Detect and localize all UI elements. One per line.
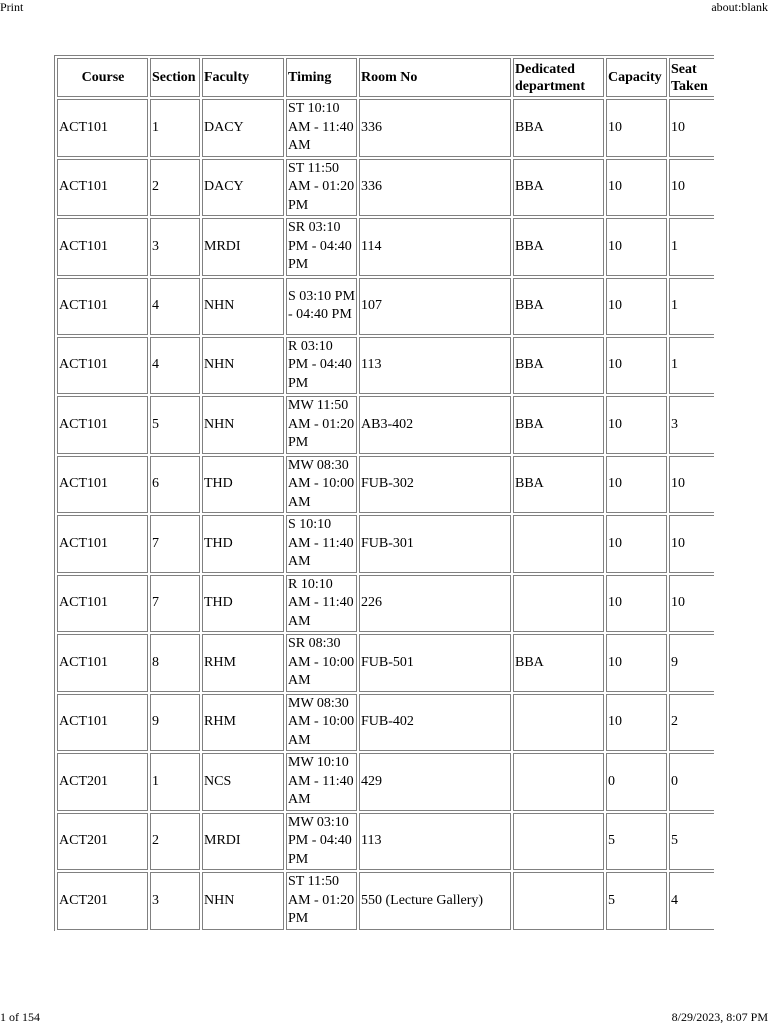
- cell-room-no: 336: [359, 159, 511, 217]
- cell-seat-taken: 9: [669, 634, 714, 692]
- cell-room-no: 226: [359, 575, 511, 633]
- cell-room-no: 336: [359, 99, 511, 157]
- cell-timing: S 03:10 PM - 04:40 PM: [286, 278, 357, 335]
- cell-dedicated-department: [513, 753, 604, 811]
- cell-seat-taken: 10: [669, 159, 714, 217]
- cell-seat-taken: 1: [669, 218, 714, 276]
- cell-capacity: 10: [606, 278, 667, 335]
- cell-section: 3: [150, 872, 200, 930]
- column-header-course: Course: [57, 58, 148, 97]
- cell-timing: MW 08:30 AM - 10:00 AM: [286, 694, 357, 752]
- cell-room-no: FUB-402: [359, 694, 511, 752]
- cell-course: ACT101: [57, 515, 148, 573]
- cell-section: 2: [150, 159, 200, 217]
- column-header-faculty: Faculty: [202, 58, 284, 97]
- cell-capacity: 0: [606, 753, 667, 811]
- column-header-capacity: Capacity: [606, 58, 667, 97]
- table-row: [57, 278, 714, 335]
- cell-course: ACT101: [57, 694, 148, 752]
- cell-dedicated-department: BBA: [513, 456, 604, 514]
- cell-room-no: FUB-301: [359, 515, 511, 573]
- table-row: [57, 456, 714, 514]
- cell-dedicated-department: BBA: [513, 218, 604, 276]
- cell-seat-taken: 1: [669, 278, 714, 335]
- cell-seat-taken: 10: [669, 575, 714, 633]
- cell-room-no: 550 (Lecture Gallery): [359, 872, 511, 930]
- cell-seat-taken: 1: [669, 337, 714, 395]
- cell-capacity: 10: [606, 575, 667, 633]
- cell-dedicated-department: BBA: [513, 99, 604, 157]
- cell-faculty: NHN: [202, 872, 284, 930]
- table-row: [57, 396, 714, 454]
- course-schedule-table: [54, 55, 714, 931]
- column-header-section: Section: [150, 58, 200, 97]
- cell-capacity: 10: [606, 515, 667, 573]
- cell-course: ACT101: [57, 218, 148, 276]
- cell-section: 2: [150, 813, 200, 871]
- cell-capacity: 10: [606, 456, 667, 514]
- print-header-title: Print: [0, 0, 24, 14]
- cell-course: ACT101: [57, 337, 148, 395]
- cell-faculty: NCS: [202, 753, 284, 811]
- cell-faculty: DACY: [202, 99, 284, 157]
- cell-faculty: THD: [202, 515, 284, 573]
- cell-capacity: 10: [606, 396, 667, 454]
- cell-seat-taken: 5: [669, 813, 714, 871]
- table-row: [57, 515, 714, 573]
- table-header-row: [57, 58, 714, 97]
- cell-timing: MW 10:10 AM - 11:40 AM: [286, 753, 357, 811]
- cell-capacity: 10: [606, 159, 667, 217]
- cell-section: 8: [150, 634, 200, 692]
- table-row: [57, 159, 714, 217]
- cell-timing: MW 11:50 AM - 01:20 PM: [286, 396, 357, 454]
- cell-capacity: 10: [606, 99, 667, 157]
- cell-faculty: RHM: [202, 634, 284, 692]
- cell-capacity: 5: [606, 813, 667, 871]
- cell-dedicated-department: BBA: [513, 337, 604, 395]
- cell-course: ACT101: [57, 634, 148, 692]
- cell-timing: R 10:10 AM - 11:40 AM: [286, 575, 357, 633]
- cell-seat-taken: 10: [669, 456, 714, 514]
- table-row: [57, 99, 714, 157]
- column-header-timing: Timing: [286, 58, 357, 97]
- cell-faculty: NHN: [202, 396, 284, 454]
- cell-seat-taken: 10: [669, 515, 714, 573]
- cell-timing: SR 08:30 AM - 10:00 AM: [286, 634, 357, 692]
- cell-capacity: 10: [606, 337, 667, 395]
- cell-faculty: DACY: [202, 159, 284, 217]
- cell-timing: R 03:10 PM - 04:40 PM: [286, 337, 357, 395]
- cell-dedicated-department: BBA: [513, 159, 604, 217]
- cell-dedicated-department: [513, 694, 604, 752]
- schedule-table-container: [54, 55, 714, 931]
- cell-faculty: MRDI: [202, 218, 284, 276]
- cell-room-no: AB3-402: [359, 396, 511, 454]
- cell-room-no: FUB-302: [359, 456, 511, 514]
- cell-room-no: 113: [359, 813, 511, 871]
- cell-seat-taken: 0: [669, 753, 714, 811]
- cell-capacity: 10: [606, 218, 667, 276]
- cell-dedicated-department: BBA: [513, 278, 604, 335]
- cell-timing: ST 11:50 AM - 01:20 PM: [286, 159, 357, 217]
- cell-course: ACT101: [57, 278, 148, 335]
- cell-section: 5: [150, 396, 200, 454]
- cell-faculty: RHM: [202, 694, 284, 752]
- cell-section: 1: [150, 99, 200, 157]
- cell-section: 9: [150, 694, 200, 752]
- table-row: [57, 813, 714, 871]
- print-timestamp: 8/29/2023, 8:07 PM: [671, 1010, 768, 1024]
- cell-seat-taken: 2: [669, 694, 714, 752]
- cell-course: ACT201: [57, 753, 148, 811]
- cell-section: 4: [150, 278, 200, 335]
- cell-faculty: NHN: [202, 337, 284, 395]
- cell-faculty: NHN: [202, 278, 284, 335]
- cell-section: 6: [150, 456, 200, 514]
- cell-section: 3: [150, 218, 200, 276]
- cell-room-no: FUB-501: [359, 634, 511, 692]
- cell-timing: S 10:10 AM - 11:40 AM: [286, 515, 357, 573]
- cell-course: ACT101: [57, 99, 148, 157]
- cell-room-no: 114: [359, 218, 511, 276]
- cell-dedicated-department: [513, 575, 604, 633]
- column-header-room-no: Room No: [359, 58, 511, 97]
- cell-course: ACT201: [57, 872, 148, 930]
- cell-section: 4: [150, 337, 200, 395]
- cell-faculty: MRDI: [202, 813, 284, 871]
- cell-room-no: 113: [359, 337, 511, 395]
- cell-timing: SR 03:10 PM - 04:40 PM: [286, 218, 357, 276]
- cell-dedicated-department: [513, 515, 604, 573]
- cell-dedicated-department: BBA: [513, 396, 604, 454]
- cell-room-no: 107: [359, 278, 511, 335]
- cell-seat-taken: 4: [669, 872, 714, 930]
- table-body: [57, 99, 714, 930]
- column-header-dedicated-department: Dedicated department: [513, 58, 604, 97]
- cell-course: ACT101: [57, 159, 148, 217]
- cell-section: 7: [150, 515, 200, 573]
- cell-course: ACT101: [57, 575, 148, 633]
- cell-section: 7: [150, 575, 200, 633]
- table-row: [57, 753, 714, 811]
- cell-course: ACT101: [57, 396, 148, 454]
- cell-capacity: 10: [606, 634, 667, 692]
- table-row: [57, 694, 714, 752]
- table-row: [57, 218, 714, 276]
- table-row: [57, 575, 714, 633]
- print-header-url: about:blank: [711, 0, 768, 14]
- cell-dedicated-department: [513, 872, 604, 930]
- cell-room-no: 429: [359, 753, 511, 811]
- cell-capacity: 10: [606, 694, 667, 752]
- cell-timing: MW 08:30 AM - 10:00 AM: [286, 456, 357, 514]
- cell-faculty: THD: [202, 575, 284, 633]
- cell-section: 1: [150, 753, 200, 811]
- cell-faculty: THD: [202, 456, 284, 514]
- cell-course: ACT101: [57, 456, 148, 514]
- table-row: [57, 337, 714, 395]
- cell-capacity: 5: [606, 872, 667, 930]
- cell-dedicated-department: [513, 813, 604, 871]
- cell-dedicated-department: BBA: [513, 634, 604, 692]
- cell-seat-taken: 10: [669, 99, 714, 157]
- cell-timing: ST 10:10 AM - 11:40 AM: [286, 99, 357, 157]
- cell-timing: MW 03:10 PM - 04:40 PM: [286, 813, 357, 871]
- column-header-seat-taken: Seat Taken: [669, 58, 714, 97]
- page-counter: 1 of 154: [0, 1010, 40, 1024]
- cell-timing: ST 11:50 AM - 01:20 PM: [286, 872, 357, 930]
- cell-seat-taken: 3: [669, 396, 714, 454]
- cell-course: ACT201: [57, 813, 148, 871]
- table-row: [57, 634, 714, 692]
- table-row: [57, 872, 714, 930]
